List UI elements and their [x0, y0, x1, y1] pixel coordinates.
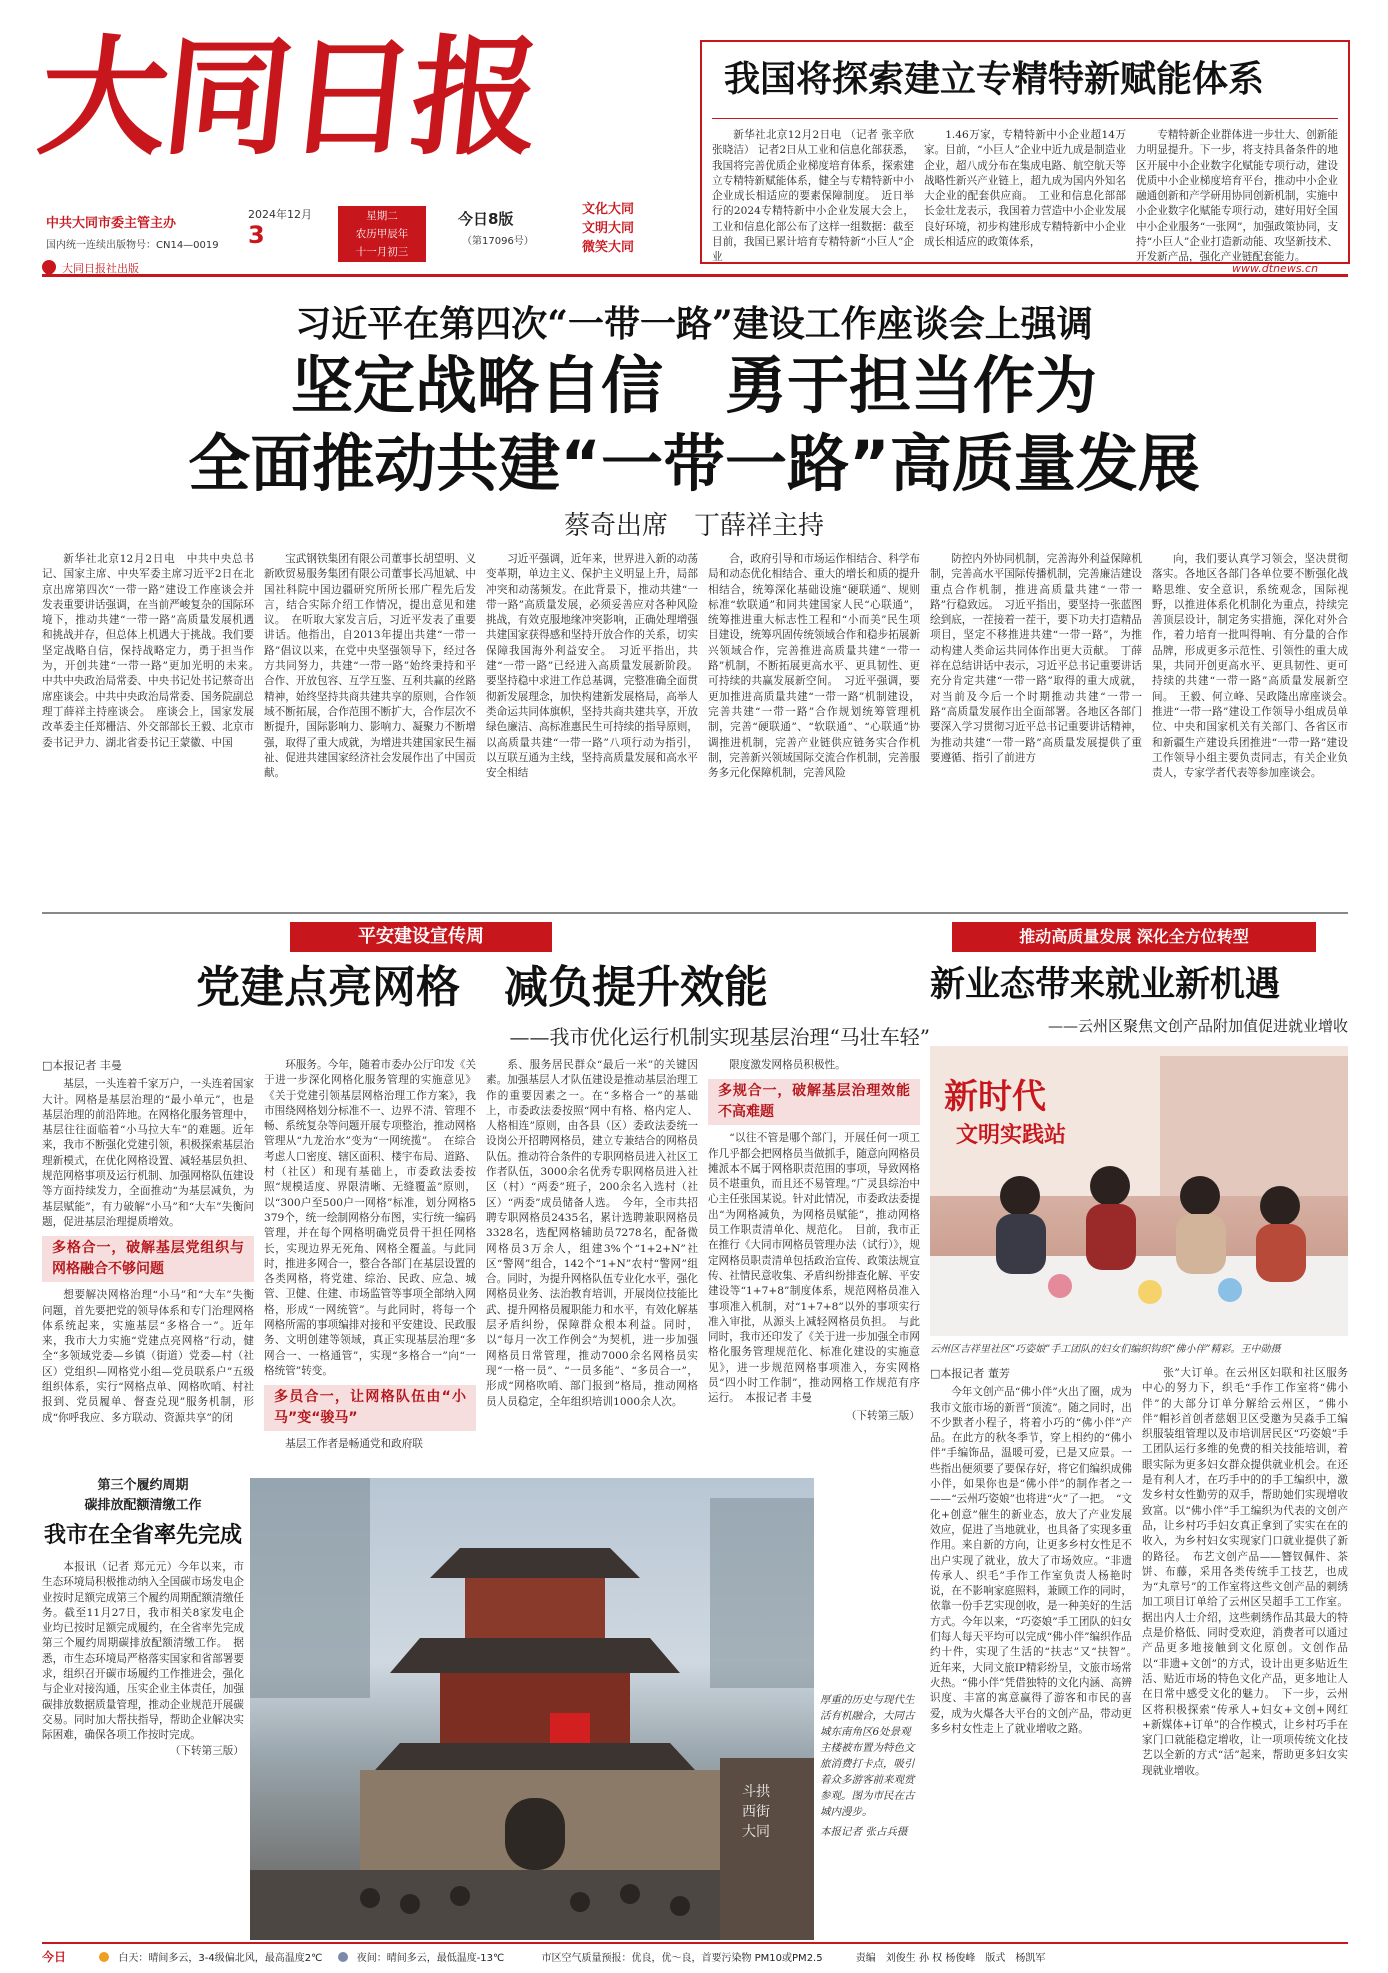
lead-col-4: 合，政府引导和市场运作相结合、科学布局和动态优化相结合、重大的增长和质的提升相结合，统筹深化基础设施“硬联通”、规则标准“软联通”和同共建国家人民“心联通”，统筹推进重大标志性工程和“小而美”民生项目建设，统筹巩固传统领域合作和稳步拓展新兴领域合作，完善推进高质量共建“一带一路”机制，不断拓展更高水平、更具韧性、更可持续的共赢发展新空间。 习近平强调，要更加推进高质量共建“一带一路”机制建设，完善共建“一带一路”合作规划统筹管理机制，完善“硬联通”、“软联通”、“心联通”协调推进机制，完善产业链供应链务实合作机制，完善新兴领域国际交流合作机制，完善服务多元化保障机制，完善风险 [708, 553, 920, 780]
jobs-col-2: 张”大订单。在云州区妇联和社区服务中心的努力下，织毛“手作工作室将“佛小伴”的大部分订单分解给云州区，“佛小伴”帽衫首创者慈姻卫区受邀为吴淼手工编织服装组管理以及市培训居民区“巧姿娘”手工团队运行多维的免费的相关技能培训，着眼实际为更多妇女群众提供就业机会。在还是有利人才，在巧手中的的手工编织中，激发乡村女性勤劳的双手，帮助她们实现增收致富。以“佛小伴”手工编织为代表的文创产品，让乡村巧手妇女真正拿到了实实在在的收入，为乡村妇女实现家门口就业提供了新的路径。 布艺文创产品——簪钗佩件、茶饼、布藤，采用各类传统手工技艺，也成为“丸章号”的工作室将这些文创产品的刺绣加工项目订单给了云州区吴超手工工作室。据出内人士介绍，这些刺绣作品其最大的特点是价格低、同时受欢迎，消费者可以通过产品更多地接触到文化原创。文创作品以“非遗+文创”的方式，设计出更多贴近生活、贴近市场的特色文化产品，更多地让人在日常中感受文化的魅力。 下一步，云州区将积极探索“传承人+妇女+文创+网红+新媒体+订单”的合作模式，让乡村巧手在家门口就能稳定增收，让一项项传统文化技艺以全新的方式“活”起来，帮助更多妇女实现就业增收。 [1142, 1367, 1348, 1777]
sponsor: 中共大同市委主管主办 [46, 216, 177, 231]
flag [550, 1713, 590, 1743]
side-title[interactable]: 我市在全省率先完成 [43, 1523, 242, 1548]
woman-1-head [1000, 1176, 1040, 1216]
lead-headline-2[interactable]: 全面推动共建“一带一路”高质量发展 [188, 427, 1200, 500]
publisher: 大同日报社出版 [62, 262, 139, 275]
lunar-day: 十一月初三 [355, 246, 409, 258]
date-box [248, 206, 330, 256]
handcraft-illustration [930, 1046, 1348, 1336]
footer-weather-night: 夜间：晴间多云，最低温度-13℃ [356, 1953, 505, 1964]
slogan-3: 微笑大同 [582, 240, 635, 255]
top-story-col-1: 新华社北京12月2日电 （记者 张辛欣 张晓洁） 记者2日从工业和信息化部获悉，我国将完善优质企业梯度培育体系，探索建立专精特新赋能体系，健全与专精特新中小企业成长相适应的要素保障制度。 近日举行的2024专精特新中小企业发展大会上，工业和信息化部公布了这样一组数据：截至目前，我国已累计培育专精特新“小巨人”企业 [712, 129, 914, 264]
jobs-col-1: □本报记者 董芳 今年文创产品“佛小伴”火出了圈，成为我市文旅市场的新晋“顶流”。随之同时，出不少默者小程子，将着小巧的“佛小伴”产品。在此方的秋冬季节，穿上相约的“佛小伴”手编饰品，温暖可爱，已是又应景。一些指出便须要了要保存好，将它们编织成佛小伴，如果你也是“佛小伴”的制作者之一——“云州巧姿娘”也将进“火”了一把。 “文化+创意”催生的新业态，放大了产业发展效应，促进了当地就业，也具备了实现多重作用。来自新的方向，让更多乡村女性足不出户实现了就业，放大了市场效应。“非遗传承人、织毛”手作工作室负责人杨艳时说，在不影响家庭照料，兼顾工作的同时，依靠一份手艺实现创收，是一种美好的生活方式。今年以来，“巧姿娘”手工团队的妇女们每人每天平均可以完成“佛小伴”编织作品约十件，实现了生活的“扶志”又“扶智”。 近年来，大同文旅IP精彩纷呈，文旅市场常火热。“佛小伴”凭借独特的文化内涵、高辨识度、丰富的寓意赢得了游客和市民的喜爱，成为火爆各大平台的文创产品，带动更多乡村女性走上了就业增收之路。 [930, 1367, 1143, 1735]
party-subheadline: ——我市优化运行机制实现基层治理“马壮车轻” [509, 1025, 930, 1049]
issue-number: （第17096号） [462, 236, 534, 247]
tower-illustration [250, 1478, 814, 1940]
lead-col-1: 新华社北京12月2日电 中共中央总书记、国家主席、中央军委主席习近平2日在北京出席第四次“一带一路”建设工作座谈会并发表重要讲话强调，在当前严峻复杂的国际环境下，推动共建“一带一路”高质量发展机遇和挑战并存，但总体上机遇大于挑战。我们要坚定战略自信，保持战略定力，勇于担当作为，开创共建“一带一路”更加光明的未来。 中共中央政治局常委、中央书记处书记蔡奇出席座谈会。中共中央政治局常委、国务院副总理丁薛祥主持座谈会。 座谈会上，国家发展改革委主任郑栅洁、外交部部长王毅、北京市委书记尹力、湖北省委书记王蒙徽、中国 [42, 553, 265, 749]
jobs-reporter: □本报记者 董芳 [930, 1367, 1010, 1380]
sun-icon [99, 1952, 109, 1962]
top-story-col-2: 1.46万家，专精特新中小企业超14万家。目前，“小巨人”企业中近九成是制造业企业，超八成分布在集成电路、航空航天等战略性新兴产业链上，超九成为国内外知名大企业的配套供应商。 工业和信息化部部长金壮龙表示，我国着力营造中小企业发展良好环境，初步构建形成专精特新中小企业成长相适应的政策体系， [924, 129, 1126, 249]
lead-byline: 蔡奇出席 丁薛祥主持 [563, 511, 824, 541]
crowd-2 [400, 1894, 420, 1914]
cn-number: 国内统一连续出版物号：CN14—0019 [46, 240, 219, 251]
party-col-2: 环服务。今年，随着市委办公厅印发《关于进一步深化网格化服务管理的实施意见》《关于党建引领基层网格治理工作方案》，我市围绕网格划分标准不一、边界不清、管理不畅、系统复杂等问题开展专项整治，推动网格管理从“九龙治水”变为“一网统揽”。 在综合考虑人口密度、辖区面积、楼宇布局、道路、村（社区）和现有基础上，市委政法委按照“规模适度、界限清晰、无缝覆盖”原则，以“300户至500户一网格”标准，划分网格5379个，统一绘制网格分布图，实行统一编码管理，并在每个网格明确党员骨干担任网格长，实现边界无死角、网格全覆盖。与此同时，推进多网合一，整合各部门在基层设置的各类网格，将党建、综治、民政、应急、城管、卫健、住建、市场监管等事项全部纳入网格，形成“一网统管”。与此同时，将每一个网格所需的事项编排对接和平安建设、民政服务、文明创建等领域，真正实现基层治理“多网合一、一格通管”，实现“多格合一”向“一格统管”转变。 多员合一，让网格队伍由“小马”变“骏马” 基层工作者是畅通党和政府联 [264, 1059, 476, 1451]
lead-col-2: 宝武钢铁集团有限公司董事长胡望明、义新欧贸易服务集团有限公司董事长冯旭斌、中国社科院中国边疆研究所所长邢广程先后发言，结合实际介绍工作情况，提出意见和建议。 在听取大家发言后，习近平发表了重要讲话。他指出，自2013年提出共建“一带一路”倡议以来，在党中央坚强领导下，经过各方共同努力，共建“一带一路”始终秉持和平合作、开放包容、互学互鉴、互利共赢的丝路精神，始终坚持共商共建共享的原则，合作领域不断拓展，合作范围不断扩大，合作层次不断提升，国际影响力、影响力、凝聚力不断增强，取得了重大成就，为增进共建国家民生福祉、促进共建国家经济社会发展作出了中国贡献。 [264, 553, 476, 780]
party-headline[interactable]: 党建点亮网格 减负提升效能 [196, 962, 768, 1013]
yarn-ball-2 [1138, 1280, 1162, 1304]
lead-col-5: 防控内外协同机制，完善海外利益保障机制，完善高水平国际传播机制，完善廉洁建设重点合作机制，推进高质量共建“一带一路”行稳致远。 习近平指出，要坚持一张蓝图绘到底，一茬接着一茬干，要下功夫打造精品项目，坚定不移推进共建“一带一路”，为推动构建人类命运共同体作出更大贡献。 丁薛祥在总结讲话中表示，习近平总书记重要讲话充分肯定共建“一带一路”取得的重大成就，对当前及今后一个时期推动共建“一带一路”高质量发展作出全面部署。各地区各部门要深入学习贯彻习近平总书记重要讲话精神，为推动共建“一带一路”高质量发展提供了重要遵循、指引了前进方 [930, 553, 1142, 764]
woman-3-body [1176, 1214, 1226, 1274]
tower-upper [465, 1578, 605, 1638]
side-continued: （下转第三版） [169, 1744, 244, 1757]
woman-1-body [996, 1214, 1046, 1274]
side-kicker-1: 第三个履约周期 [97, 1478, 189, 1493]
side-story [42, 1476, 244, 1936]
party-subhead-3: 多员合一，让网格队伍由“小马”变“骏马” [264, 1385, 476, 1431]
newspaper-logo[interactable]: 大同日报 [32, 23, 544, 173]
photo-sign-2: 西街 [742, 1804, 770, 1820]
lead-col-6: 向，我们要认真学习领会，坚决贯彻落实。各地区各部门各单位要不断强化战略思维、安全意识，系统观念，国际视野，以推进体系化机制化为重点，持续完善顶层设计，制定务实措施，深化对外合作，着力培育一批叫得响、有分量的合作品牌，形成更多示范性、引领性的重大成果，共同开创更高水平、更具韧性、更可持续的共建“一带一路”高质量发展新空间。 王毅、何立峰、吴政隆出席座谈会。 推进“一带一路”建设工作领导小组成员单位、中央和国家机关有关部门、各省区市和新疆生产建设兵团推进“一带一路”建设工作领导小组主要负责同志，有关企业负责人，专家学者代表等参加座谈会。 [1152, 553, 1359, 780]
handcraft-photo [930, 1046, 1348, 1336]
tower-roof-mid [390, 1638, 680, 1673]
masthead-rule [42, 274, 1348, 277]
photo-credit: 本报记者 张占兵摄 [820, 1826, 908, 1838]
jobs-subheadline: ——云州区聚焦文创产品附加值促进就业增收 [1047, 1017, 1348, 1035]
party-reporter: □本报记者 丰曼 [42, 1059, 122, 1072]
date-day: 3 [248, 221, 265, 249]
section-rule [42, 912, 1348, 914]
weekday-box [338, 206, 426, 262]
top-story-title[interactable]: 我国将探索建立专精特新赋能体系 [724, 59, 1265, 100]
crowd-6 [670, 1896, 690, 1916]
party-label: 平安建设宣传周 [290, 922, 552, 952]
photo-sign-1: 斗拱 [742, 1784, 770, 1800]
ancient-tower-photo [250, 1478, 814, 1940]
woman-3-head [1180, 1176, 1220, 1216]
footer-today: 今日 [42, 1950, 67, 1964]
lead-headline-1[interactable]: 坚定战略自信 勇于担当作为 [290, 349, 1097, 422]
top-story-rule [712, 118, 1338, 119]
party-continued: （下转第三版） [845, 1409, 920, 1422]
display-shelf [1160, 1056, 1348, 1196]
woman-2-body [1086, 1204, 1136, 1270]
footer-weather-day: 白天：晴间多云，3-4级偏北风，最高温度2℃ [118, 1953, 323, 1964]
crowd-3 [450, 1886, 470, 1906]
date-month: 2024年12月 [248, 208, 312, 221]
lunar-year: 农历甲辰年 [355, 228, 409, 240]
party-subhead-1: 多格合一，破解基层党组织与网格融合不够问题 [42, 1236, 254, 1282]
woman-4-body [1256, 1224, 1306, 1282]
moon-icon [338, 1952, 348, 1962]
footer [42, 1948, 1348, 1968]
weekday: 星期二 [366, 210, 398, 222]
top-story-box [700, 40, 1350, 264]
footer-rule [42, 1942, 1348, 1944]
website[interactable]: www.dtnews.cn [1232, 262, 1319, 275]
photo-sign-station: 文明实践站 [956, 1123, 1067, 1148]
pages-count: 今日8版 [458, 210, 514, 228]
yarn-ball-3 [1218, 1278, 1242, 1302]
tower-roof-low [375, 1743, 695, 1770]
crowd-5 [620, 1884, 640, 1904]
tree-right [710, 1498, 814, 1688]
side-text: 本报讯（记者 郑元元）今年以来，市生态环境局积极推动纳入全国碳市场发电企业按时足额完成第三个履约周期配额清缴任务。截至11月27日，我市相关8家发电企业均已按时足额完成履约，在全省率先完成第三个履约周期碳排放配额清缴工作。 据悉，市生态环境局严格落实国家和省部署要求，组织召开碳市场履约工作推进会，强化与企业对接沟通，压实企业主体责任，加强碳排放数据质量管理，推动企业规范开展碳交易。同时加大帮扶指导，帮助企业解决实际困难，确保各项工作按时完成。 （下转第三版） [42, 1560, 244, 1920]
lead-kicker[interactable]: 习近平在第四次“一带一路”建设工作座谈会上强调 [295, 303, 1093, 345]
party-col-4: 限度激发网格员积极性。 多规合一，破解基层治理效能不高难题 “以往不管是哪个部门，开展任何一项工作几乎都会把网格员当做抓手，随意向网格员摊派本不属于网格职责范围的事项，导致网格员不堪重负，而且还不易管理。”广灵县综治中心主任张国某说。针对此情况，市委政法委提出“为网格减负，为网格员赋能”，推动网格员工作职责清单化、规范化。 目前，我市正在推行《大同市网格员管理办法（试行）》，规定网格员职责清单包括政治宣传、政策法规宣传、社情民意收集、矛盾纠纷排查化解、平安建设等“1+7+8”制度体系，规范网格员准入事项准入机制，对“1+7+8”以外的事项实行准入审批，从源头上减轻网格员负担。 与此同时，我市还印发了《关于进一步加强全市网格化服务管理规范化、标准化建设的实施意见》，进一步规范网格事项准入，夯实网格员“四小时工作制”，推动网格工作规范有序运行。 本报记者 丰曼 （下转第三版） [708, 1058, 920, 1468]
woman-2-head [1090, 1166, 1130, 1206]
photo-sign-new-era: 新时代 [944, 1077, 1046, 1117]
footer-air-quality: 市区空气质量预报：优良，优～良，首要污染物 PM10或PM2.5 [541, 1953, 823, 1964]
yarn-ball-1 [1048, 1274, 1072, 1298]
slogan-1: 文化大同 [582, 202, 635, 217]
jobs-label: 推动高质量发展 深化全方位转型 [952, 922, 1316, 952]
slogan-2: 文明大同 [582, 221, 635, 236]
woman-4-head [1260, 1186, 1300, 1226]
side-kicker-2: 碳排放配额清缴工作 [84, 1498, 202, 1513]
crowd-1 [360, 1888, 380, 1908]
top-story-col-3: 专精特新企业群体进一步壮大、创新能力明显提升。下一步，将支持具备条件的地区开展中小企业数字化赋能专项行动，建设优质中小企业梯度培育平台，推动中小企业融通创新和产学研用协同创新机制，实施中小企业数字化赋能专项行动，建好用好全国中小企业服务“一张网”，加强政策协同，支持“小巨人”企业打造新动能、攻坚新技术、开发新产品，强化产业链配套能力。 [1136, 129, 1338, 264]
tree-left [250, 1478, 370, 1698]
lead-col-3: 习近平强调，近年来，世界进入新的动荡变革期，单边主义、保护主义明显上升，局部冲突和动荡频发。在此背景下，推动共建“一带一路”高质量发展，必须妥善应对各种风险挑战，有效克服地缘冲突影响，正确处理增强共建国家获得感和坚持开放合作的关系，切实保障我国海外利益安全。 习近平指出，共建“一带一路”已经进入高质量发展新阶段。要坚持稳中求进工作总基调，完整准确全面贯彻新发展理念，加快构建新发展格局，高举人类命运共同体旗帜，坚持共商共建共享，开放绿色廉洁、高标准惠民生可持续的指导原则，以高质量共建“一带一路”八项行动为指引，以互联互通为主线，坚持高质量发展和高水平安全相结 [486, 553, 698, 780]
photo-caption: 厚重的历史与现代生活有机融合，大同古城东南角区6处景观主楼被布置为特色文旅消费打卡点，吸引着众多游客前来观赏参观。图为市民在古城内漫步。 本报记者 张占兵摄 [820, 1694, 915, 1838]
footer-editors: 责编 刘俊生 孙 权 杨俊峰 版式 杨凯军 [855, 1953, 1046, 1964]
photo-sign-3: 大同 [742, 1824, 770, 1840]
slogans [582, 200, 634, 257]
tower-middle [440, 1673, 630, 1743]
city-gate [505, 1798, 565, 1870]
party-col-1: □本报记者 丰曼 基层，一头连着千家万户，一头连着国家大计。网格是基层治理的“最小单元”，也是基层治理的前沿阵地。在网格化服务管理中，基层往往面临着“小马拉大车”的难题。近年来，我市不断强化党建引领，积极探索基层治理新模式，在优化网格设置、减轻基层负担、规范网格事项及运行机制、加强网格队伍建设等方面持续发力，全面推动“为基层减负，为基层赋能”，有力破解“小马”和“大车”失衡问题，促进基层治理提质增效。 多格合一，破解基层党组织与网格融合不够问题 想要解决网格治理“小马”和“大车”失衡问题，首先要把党的领导体系和专门治理网格体系统起来，实施基层“多格合一”。近年来，我市大力实施“党建点亮网格”行动，健全“多领域党委—乡镇（街道）党委—村（社区）党组织—网格党小组—党员联系户”五级组织体系，实行“网格点单、网格吹哨、村社报到、党员履单、督查兑现”服务机制，形成“你呼我应、多方联动、资源共享”的闭 [42, 1059, 254, 1424]
jobs-headline[interactable]: 新业态带来就业新机遇 [930, 964, 1281, 1005]
party-col-3: 系、服务居民群众“最后一米”的关键因素。加强基层人才队伍建设是推动基层治理工作的重要因素之一。在“多格合一”的基础上，市委政法委按照“网中有格、格内定人、人格相连”原则，由各县（区）委政法委统一设岗公开招聘网格员，建立专兼结合的网格员队伍。推动符合条件的专职网格员进入社区工作者队伍，3000余名优秀专职网格员进入社区（村）“两委”班子，200余名入选村（社区）“两委”成员储备人选。 今年，全市共招聘专职网格员2435名，累计选聘兼职网格员3328名，选配网格辅助员7278名，配备微网格员3万余人，组建3%个“1+2+N”社区“警网”组合，142个“1+N”农村“警网”组合。同时，为提升网格队伍专业化水平，强化网格员业务、法治教育培训，开展岗位技能比武、提升网格员履职能力和水平，有效化解基层矛盾纠纷，保障群众根本利益。同时，以“每月一次工作例会”为契机，进一步加强网格员日常管理，推动7000余名网格员实现“一格一员”、“一员多能”、“多员合一”，形成“网格吹哨、部门报到”格局，推动网格员人员稳定，全年组织培训1000余人次。 [486, 1059, 698, 1408]
tower-roof-top [430, 1548, 640, 1578]
jobs-photo-caption: 云州区吉祥里社区“巧姿娘”手工团队的妇女们编织钩织“佛小伴”精彩。王中勋摄 [930, 1344, 1281, 1355]
crowd-4 [570, 1892, 590, 1912]
party-subhead-2: 多规合一，破解基层治理效能不高难题 [708, 1079, 920, 1125]
